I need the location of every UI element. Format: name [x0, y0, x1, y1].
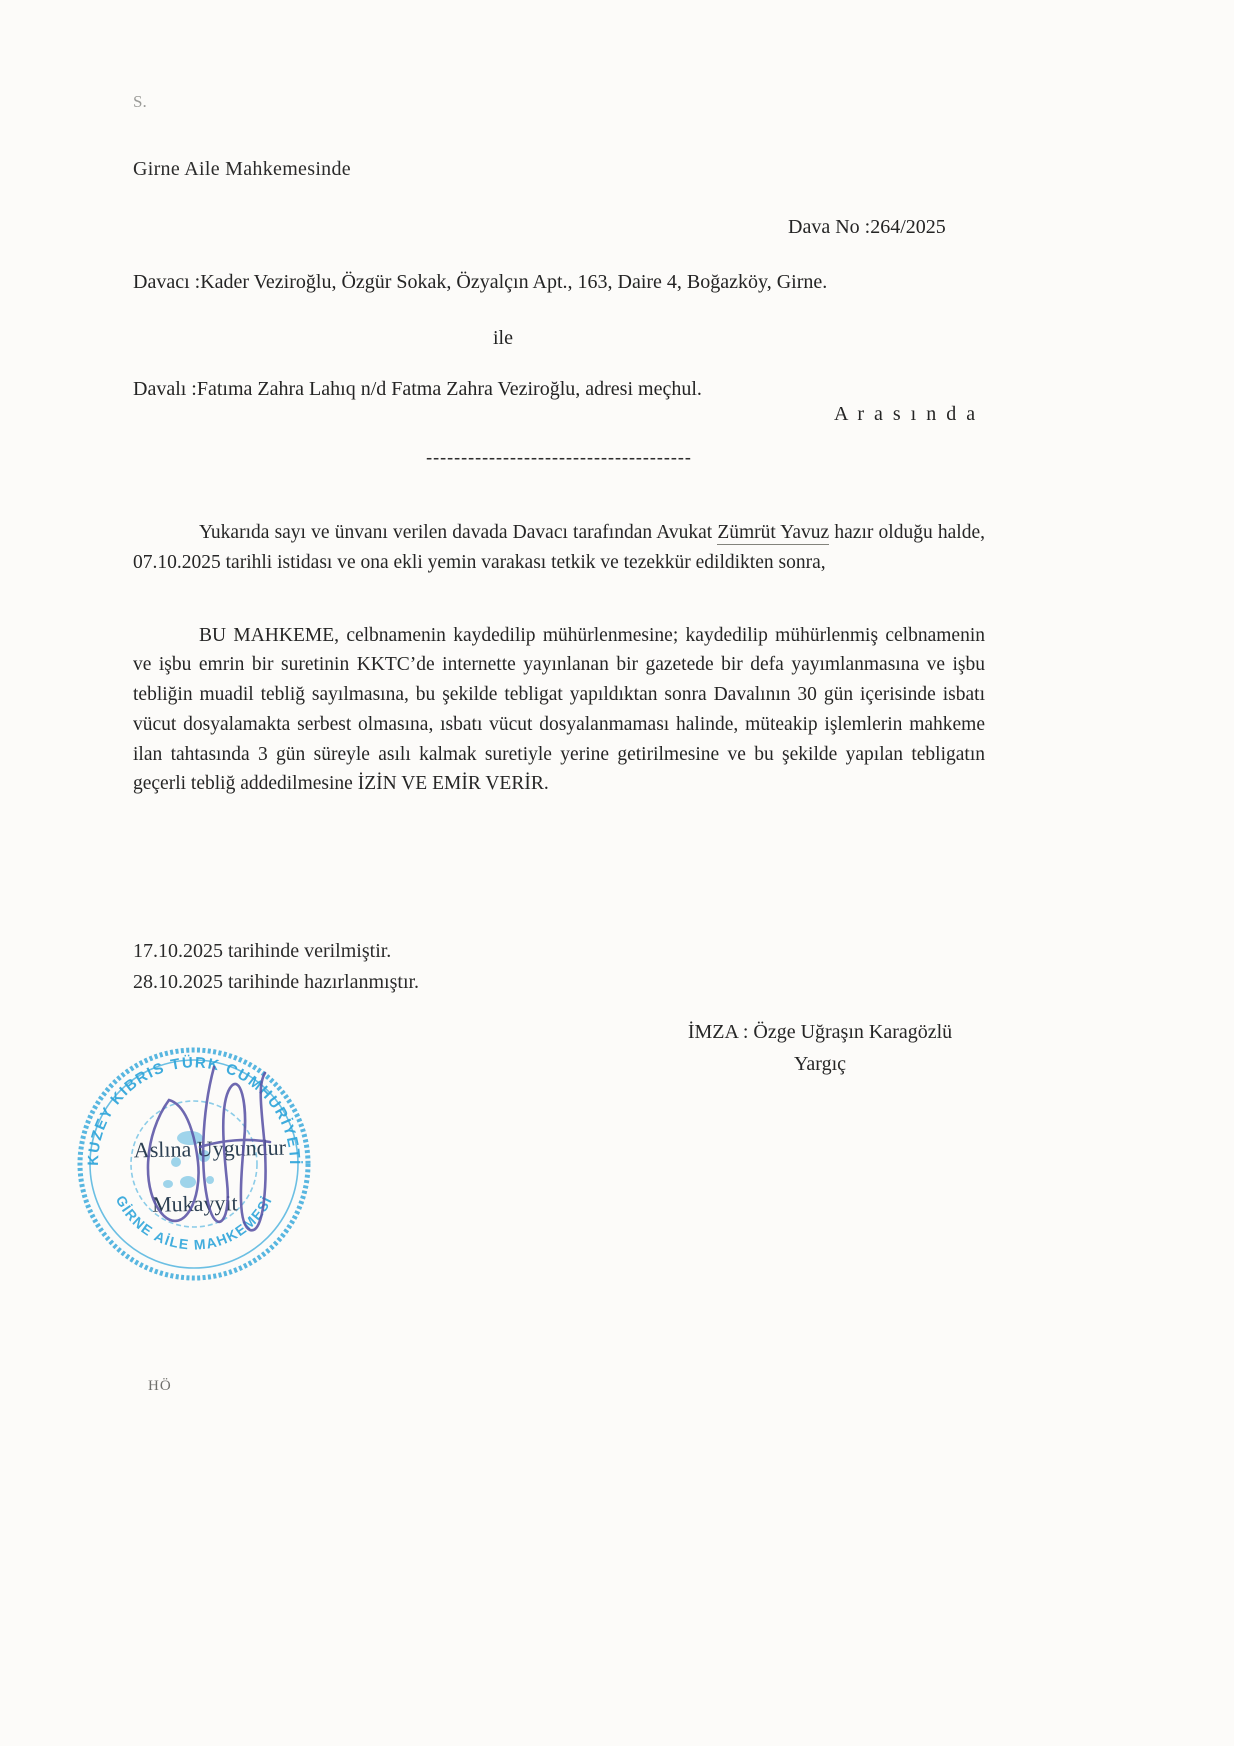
parties-connector: ile	[493, 327, 513, 349]
date-issued: 17.10.2025 tarihinde verilmiştir.	[133, 940, 392, 962]
footer-initials: HÖ	[148, 1378, 172, 1394]
paragraph1-text-post: hazır olduğu halde, 07.10.2025 tarihli istidası ve ona ekli yemin varakası tetkik ve tezekkür edildikten sonra,	[133, 521, 985, 573]
court-stamp-seal-icon	[72, 1042, 316, 1286]
judge-signature-block	[610, 1016, 1030, 1080]
lawyer-name-underlined: Zümrüt Yavuz	[717, 521, 830, 543]
stamp-ring-bottom-text: GİRNE AİLE MAHKEMESİ	[112, 1192, 276, 1253]
court-name: Girne Aile Mahkemesinde	[133, 158, 351, 180]
dates-block	[133, 936, 419, 998]
plaintiff-line: Davacı :Kader Veziroğlu, Özgür Sokak, Özyalçın Apt., 163, Daire 4, Boğazköy, Girne.	[133, 271, 828, 293]
stamp-certified-copy-text: Aslına Uygundur	[133, 1134, 287, 1163]
page-corner-mark: S.	[133, 92, 147, 111]
order-paragraph-1	[133, 518, 985, 579]
judge-signature-line: İMZA : Özge Uğraşın Karagözlü	[687, 1021, 953, 1043]
dashed-separator: --------------------------------------	[426, 447, 692, 467]
stamp-ring-top-text: KUZEY KIBRIS TÜRK CUMHURİYETİ	[84, 1054, 304, 1167]
judge-title: Yargıç	[793, 1053, 847, 1075]
defendant-line: Davalı :Fatıma Zahra Lahıq n/d Fatma Zahra Veziroğlu, adresi meçhul.	[133, 378, 702, 400]
date-prepared: 28.10.2025 tarihinde hazırlanmıştır.	[133, 971, 420, 993]
stamp-registrar-title-text: Mukayyit	[151, 1190, 238, 1217]
order-paragraph-2: BU MAHKEME, celbnamenin kaydedilip mühürlenmesine; kaydedilip mühürlenmiş celbnamenin ve işbu emrin bir suretinin KKTC’de internette yayınlanan bir gazetede bir defa yayımlanmasına ve işbu tebliğin muadil tebliğ sayılmasına, bu şekilde tebligat yapıldıktan sonra Davalının 30 gün içerisinde isbatı vücut dosyalamakta serbest olmasına, ısbatı vücut dosyalanmaması halinde, müteakip işlemlerin mahkeme ilan tahtasında 3 gün süreyle asılı kalmak suretiyle yerine getirilmesine ve bu şekilde yapılan tebligatın geçerli tebliğ addedilmesine İZİN VE EMİR VERİR.	[133, 624, 985, 795]
paragraph1-text-pre: Yukarıda sayı ve ünvanı verilen davada Davacı tarafından Avukat	[199, 521, 718, 543]
between-label: A r a s ı n d a	[834, 403, 978, 425]
court-stamp	[72, 1042, 316, 1286]
case-number: Dava No :264/2025	[788, 216, 946, 238]
